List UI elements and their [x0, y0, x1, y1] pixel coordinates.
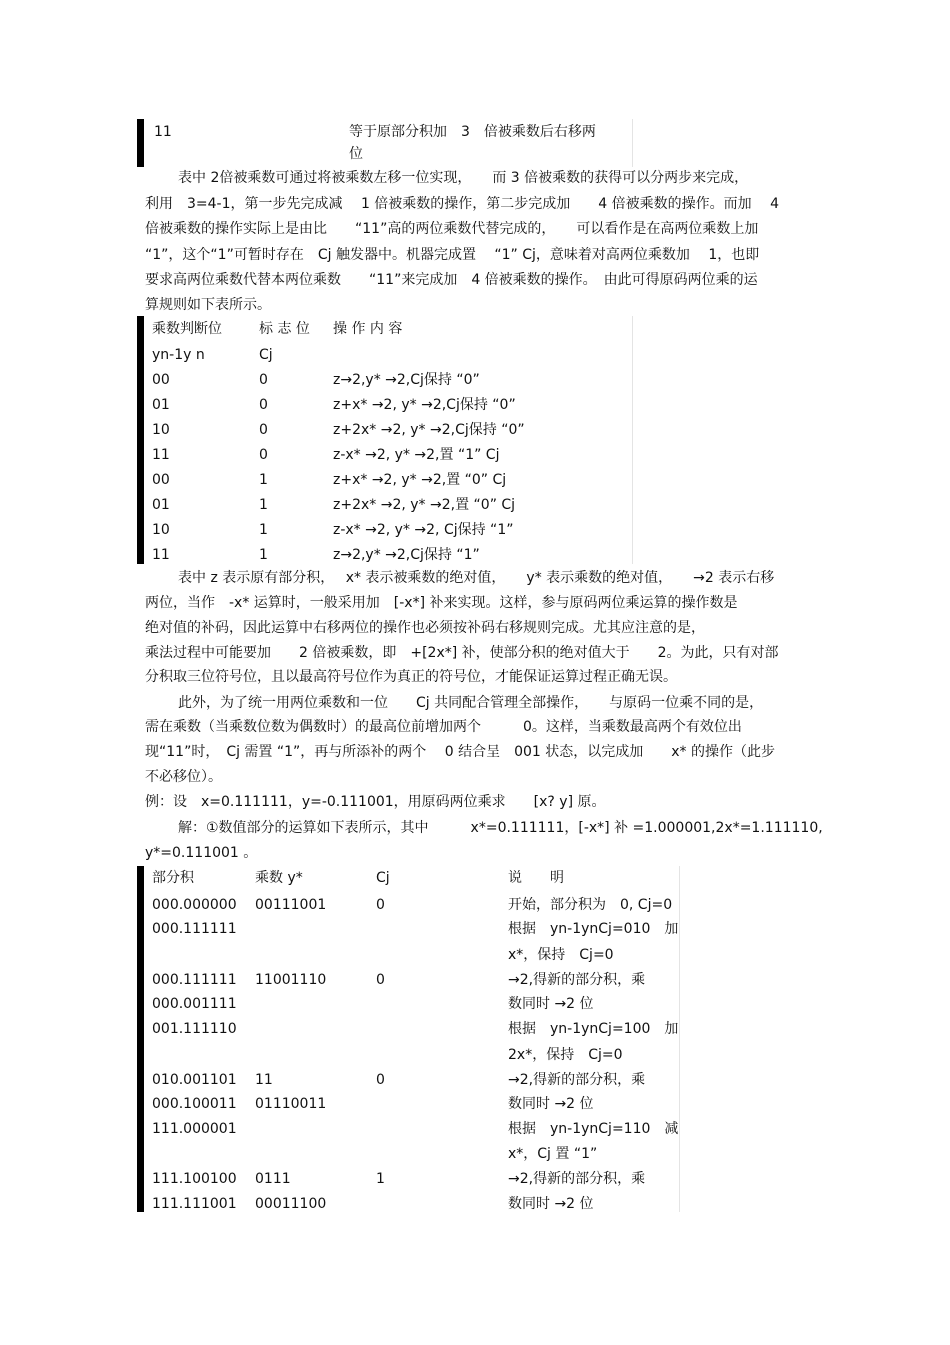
table-cell: 开始，部分积为 0, Cj=0 [508, 897, 673, 913]
table-cell: 10 [152, 422, 170, 438]
table-cell: 根据 yn-1ynCj=010 加 [508, 921, 679, 937]
table-right-border [679, 866, 680, 1212]
table-header: 标 志 位 [259, 321, 310, 337]
table-cell: 111.000001 [152, 1121, 237, 1137]
table-cell: →2,得新的部分积，乘 [508, 1072, 646, 1088]
table-cell: z→2,y* →2,Cj保持 “0” [333, 372, 480, 388]
table-header: 操 作 内 容 [333, 321, 403, 337]
text-line: 倍被乘数的操作实际上是由比 “11”高的两位乘数代替完成的， 可以看作是在高两位乘数上加 [145, 221, 759, 237]
table-cell: 10 [152, 522, 170, 538]
table-cell: 000.111111 [152, 921, 237, 937]
table-cell: z-x* →2, y* →2,置 “1” Cj [333, 447, 500, 463]
table-cell: 1 [259, 497, 268, 513]
text-line: 算规则如下表所示。 [145, 297, 271, 313]
table-cell: 000.100011 [152, 1096, 237, 1112]
table-cell: 1 [259, 472, 268, 488]
table-cell: 111.100100 [152, 1171, 237, 1187]
table-cell: 000.111111 [152, 972, 237, 988]
text-line: 两位，当作 -x* 运算时，一般采用加 [-x*] 补来实现。这样，参与原码两位乘运算的操作数是 [145, 595, 738, 611]
table-cell: 010.001101 [152, 1072, 237, 1088]
table-cell: z-x* →2, y* →2, Cj保持 “1” [333, 522, 514, 538]
table-cell: 11 [152, 547, 170, 563]
table-cell: z+2x* →2, y* →2,置 “0” Cj [333, 497, 516, 513]
table-cell: 11 [154, 124, 172, 140]
table-cell: 0 [376, 972, 385, 988]
table-right-border [632, 316, 633, 564]
table-cell: 11 [255, 1072, 273, 1088]
text-line: 利用 3=4-1，第一步先完成减 1 倍被乘数的操作，第二步完成加 4 倍被乘数的操作。而加 4 [145, 196, 780, 212]
table-left-border [137, 119, 144, 167]
table-cell: 1 [376, 1171, 385, 1187]
text-line: 绝对值的补码，因此运算中右移两位的操作也必须按补码右移规则完成。尤其应注意的是， [145, 620, 705, 636]
table-cell: →2,得新的部分积，乘 [508, 972, 646, 988]
text-line: 分积取三位符号位，且以最高符号位作为真正的符号位，才能保证运算过程正确无误。 [145, 669, 677, 685]
table-left-border [137, 866, 144, 1212]
table-header: 说 明 [508, 870, 564, 886]
table-cell: 1 [259, 522, 268, 538]
table-cell: z+2x* →2, y* →2,Cj保持 “0” [333, 422, 525, 438]
text-line: 表中 z 表示原有部分积， x* 表示被乘数的绝对值， y* 表示乘数的绝对值， →2 表示右移 [178, 570, 775, 586]
table-cell: z→2,y* →2,Cj保持 “1” [333, 547, 480, 563]
text-line: 表中 2倍被乘数可通过将被乘数左移一位实现， 而 3 倍被乘数的获得可以分两步来完成， [178, 170, 749, 186]
table-cell: 根据 yn-1ynCj=100 加 [508, 1021, 679, 1037]
text-line: 要求高两位乘数代替本两位乘数 “11”来完成加 4 倍被乘数的操作。 由此可得原码两位乘的运 [145, 272, 758, 288]
table-cell: 2x*，保持 Cj=0 [508, 1047, 623, 1063]
table-cell: 00 [152, 372, 170, 388]
table-subheader: yn-1y n [152, 347, 205, 363]
table-cell: 数同时 →2 位 [508, 996, 594, 1012]
text-line: “1”，这个“1”可暂时存在 Cj 触发器中。机器完成置 “1” Cj，意味着对高两位乘数加 1，也即 [145, 247, 760, 263]
table-header: 乘数 y* [255, 870, 303, 886]
table-header: Cj [376, 870, 390, 886]
table-cell: 数同时 →2 位 [508, 1196, 594, 1212]
table-cell: 11001110 [255, 972, 327, 988]
table-right-border [632, 119, 633, 167]
table-cell: 等于原部分积加 3 倍被乘数后右移两 [349, 124, 596, 140]
table-cell: 数同时 →2 位 [508, 1096, 594, 1112]
table-cell: 00011100 [255, 1196, 327, 1212]
table-cell: x*，Cj 置 “1” [508, 1146, 598, 1162]
table-cell: 000.000000 [152, 897, 237, 913]
text-line: 现“11”时， Cj 需置 “1”，再与所添补的两个 0 结合呈 001 状态，以完成加 x* 的操作（此步 [145, 744, 776, 760]
table-cell: x*，保持 Cj=0 [508, 947, 614, 963]
text-line: 此外，为了统一用两位乘数和一位 Cj 共同配合管理全部操作， 与原码一位乘不同的是， [178, 695, 764, 711]
table-header: 部分积 [152, 870, 194, 886]
table-cell: 0 [376, 897, 385, 913]
table-cell: z+x* →2, y* →2,置 “0” Cj [333, 472, 507, 488]
table-cell: 0111 [255, 1171, 291, 1187]
table-cell: 1 [259, 547, 268, 563]
table-cell: 0 [259, 397, 268, 413]
table-cell: z+x* →2, y* →2,Cj保持 “0” [333, 397, 516, 413]
table-cell: 111.111001 [152, 1196, 237, 1212]
table-left-border [137, 316, 144, 564]
example-line: 例：设 x=0.111111，y=-0.111001，用原码两位乘求 [x? y] 原。 [145, 794, 606, 810]
table-header: 乘数判断位 [152, 321, 222, 337]
text-line: 乘法过程中可能要加 2 倍被乘数，即 +[2x*] 补，使部分积的绝对值大于 2。为此，只有对部 [145, 645, 779, 661]
table-cell: 11 [152, 447, 170, 463]
text-line: 不必移位）。 [145, 769, 222, 785]
table-cell: →2,得新的部分积，乘 [508, 1171, 646, 1187]
table-cell: 01 [152, 397, 170, 413]
table-cell: 0 [376, 1072, 385, 1088]
table-cell: 00 [152, 472, 170, 488]
table-cell: 001.111110 [152, 1021, 237, 1037]
table-cell: 位 [349, 146, 363, 162]
table-subheader: Cj [259, 347, 273, 363]
table-cell: 01110011 [255, 1096, 327, 1112]
table-cell: 01 [152, 497, 170, 513]
text-line: 需在乘数（当乘数位数为偶数时）的最高位前增加两个 0。这样，当乘数最高两个有效位出 [145, 719, 742, 735]
table-cell: 0 [259, 372, 268, 388]
table-cell: 0 [259, 422, 268, 438]
table-cell: 根据 yn-1ynCj=110 减 [508, 1121, 679, 1137]
table-cell: 000.001111 [152, 996, 237, 1012]
table-cell: 00111001 [255, 897, 327, 913]
table-cell: 0 [259, 447, 268, 463]
text-line: 解：①数值部分的运算如下表所示，其中 x*=0.111111，[-x*] 补 =1.000001,2x*=1.111110, [178, 820, 823, 836]
text-line: y*=0.111001 。 [145, 845, 258, 861]
